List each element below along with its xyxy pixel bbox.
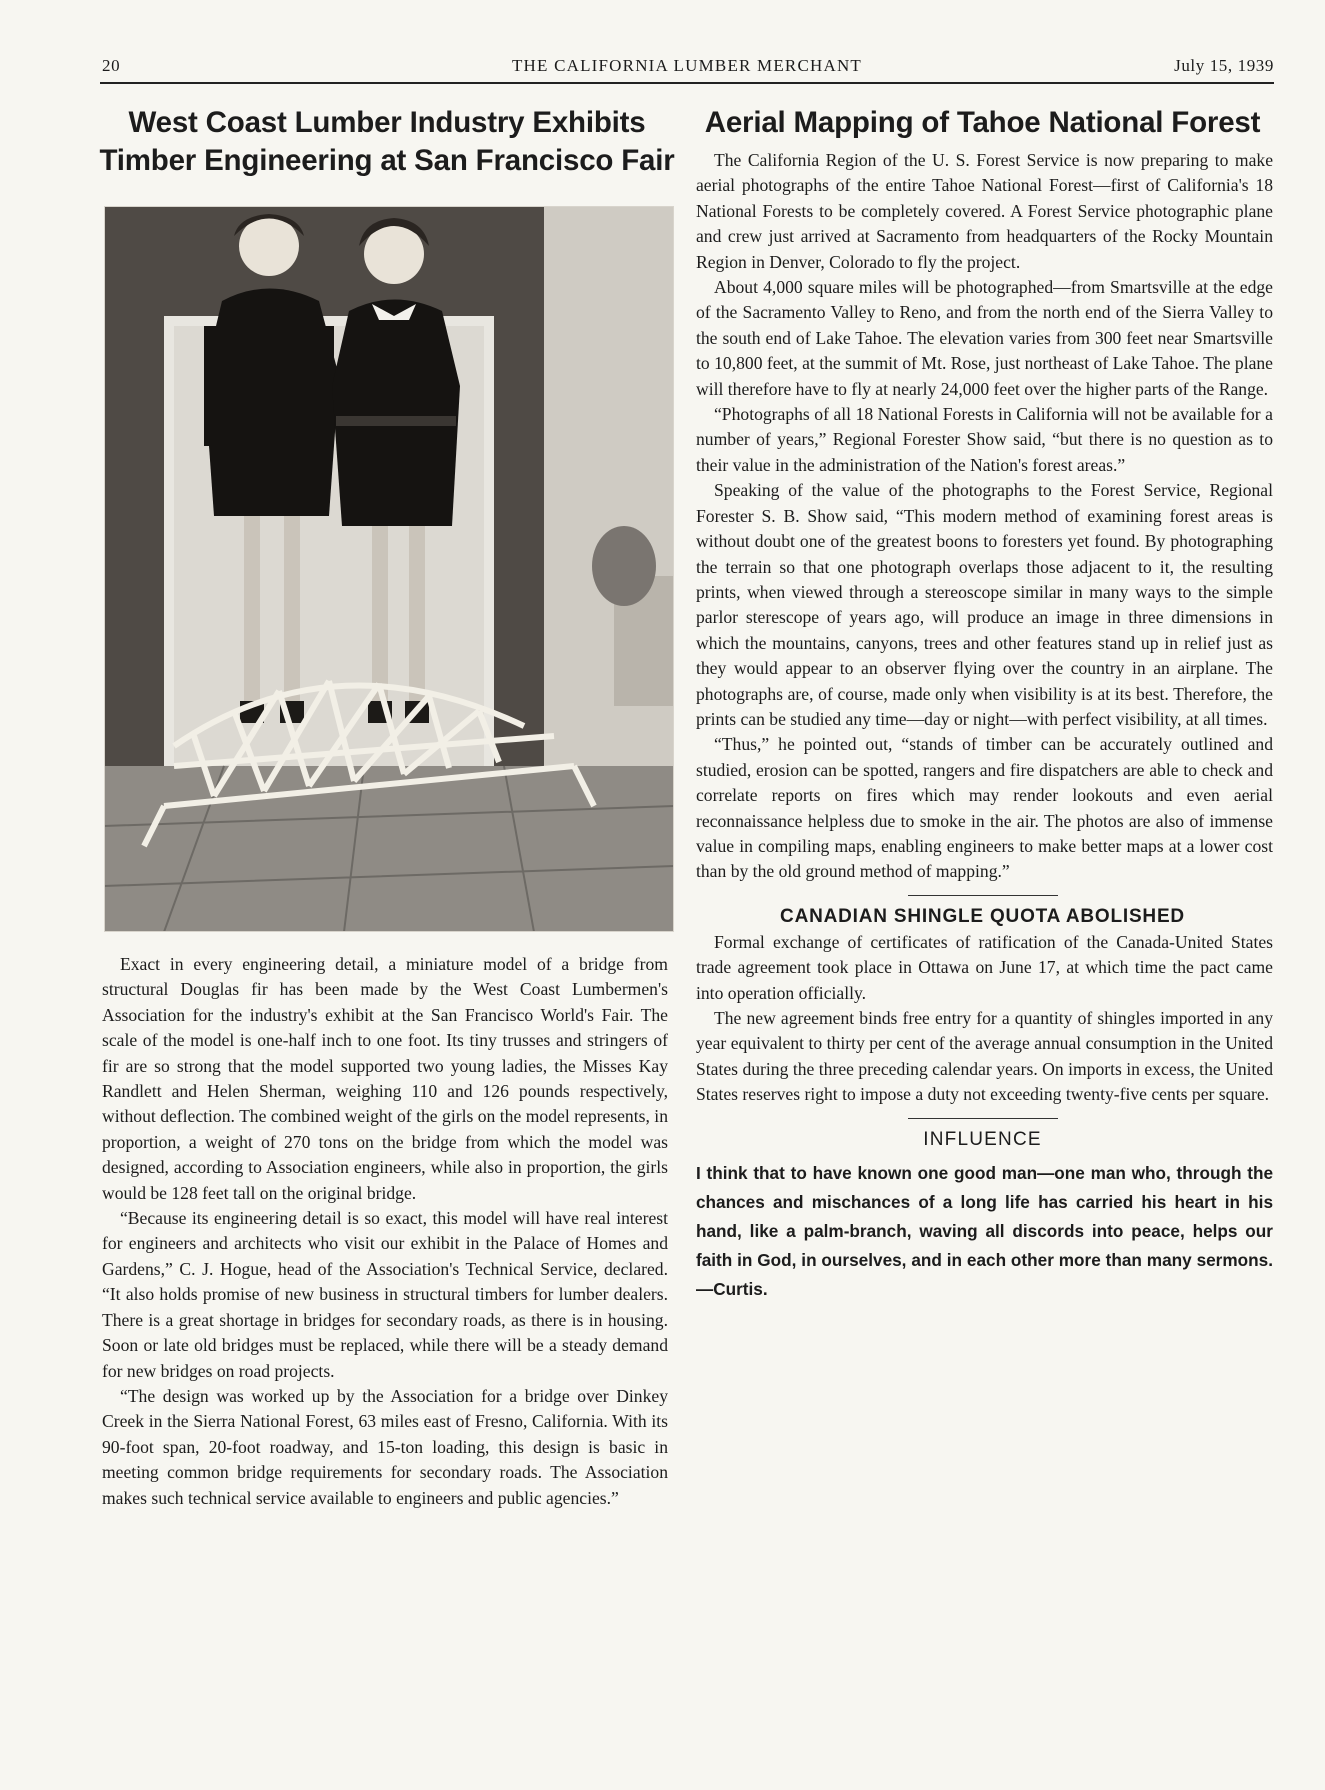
issue-date: July 15, 1939	[1174, 56, 1274, 75]
shingle-article-headline: CANADIAN SHINGLE QUOTA ABOLISHED	[780, 905, 1185, 927]
left-paragraph-3: “The design was worked up by the Association for a bridge over Dinkey Creek in the Sierra National Forest, 63 miles east of Fresno, California. With its 90-foot span, 20-foot roadway, and 15-ton loading, this design is basic in meeting common bridge requirements for secondary roads. The Association makes such technical service available to engineers and public agencies.”	[102, 1385, 668, 1508]
section-divider	[908, 895, 1058, 896]
page-header	[100, 56, 1274, 84]
page-number: 20	[102, 56, 121, 75]
shingle-paragraph-2: The new agreement binds free entry for a quantity of shingles imported in any year equivalent to thirty per cent of the average annual consumption in the United States during the three preceding calendar years. On imports in excess, the United States reserves right to impose a duty not exceeding twenty-five cents per square.	[696, 1008, 1273, 1105]
publication-title: THE CALIFORNIA LUMBER MERCHANT	[511, 56, 863, 75]
left-paragraph-1: Exact in every engineering detail, a miniature model of a bridge from structural Douglas fir has been made by the West Coast Lumbermen's Association for the industry's exhibit at the San Francisco World's Fair. The scale of the model is one-half inch to one foot. Its tiny trusses and stringers of fir are so strong that the model supported two young ladies, the Misses Kay Randlett and Helen Sherman, weighing 110 and 126 pounds respectively, without deflection. The combined weight of the girls on the model represents, in proportion, a weight of 270 tons on the bridge from which the model was designed, according to Association engineers, while also in proportion, the girls would be 128 feet tall on the original bridge.	[102, 954, 668, 1203]
influence-quote: I think that to have known one good man—one man who, through the chances and mischances of a long life has carried his heart in his hand, like a palm-branch, waving all discords into peace, helps our faith in God, in ourselves, and in each other more than many sermons.—Curtis.	[696, 1162, 1273, 1299]
right-article-headline: Aerial Mapping of Tahoe National Forest	[704, 106, 1261, 139]
left-column	[96, 104, 678, 1511]
left-article-headline: West Coast Lumber Industry Exhibits Timber Engineering at San Francisco Fair	[99, 106, 675, 177]
left-paragraph-2: “Because its engineering detail is so exact, this model will have real interest for engineers and architects who visit our exhibit in the Palace of Homes and Gardens,” C. J. Hogue, head of the Association's Technical Service, declared. “It also holds promise of new business in structural timbers for lumber dealers. There is a great shortage in bridges for secondary roads, as there is in housing. Soon or late old bridges must be replaced, while there will be a steady demand for new bridges on road projects.	[102, 1208, 668, 1381]
right-paragraph-2: About 4,000 square miles will be photographed—from Smartsville at the edge of the Sacramento Valley to Reno, and from the north end of the Sierra Valley to the south end of Lake Tahoe. The elevation varies from 300 feet near Smartsville to 10,800 feet, at the summit of Mt. Rose, just northeast of Lake Tahoe. The plane will therefore have to fly at nearly 24,000 feet over the higher parts of the Range.	[696, 277, 1273, 399]
right-paragraph-5: “Thus,” he pointed out, “stands of timber can be accurately outlined and studied, erosion can be spotted, rangers and fire dispatchers are able to check and correlate reports on fires which may render lookouts and even aerial reconnaissance helpless due to smoke in the air. The photos are also of immense value in compiling maps, enabling engineers to make better maps at a lower cost than by the old ground method of mapping.”	[696, 734, 1273, 882]
right-column	[692, 104, 1273, 1304]
shingle-paragraph-1: Formal exchange of certificates of ratification of the Canada-United States trade agreement took place in Ottawa on June 17, at which time the pact came into operation officially.	[696, 931, 1273, 1003]
right-paragraph-3: “Photographs of all 18 National Forests in California will not be available for a number of years,” Regional Forester Show said, “but there is no question as to their value in the administration of the Nation's forest areas.”	[696, 404, 1273, 475]
right-paragraph-4: Speaking of the value of the photographs to the Forest Service, Regional Forester S. B. Show said, “This modern method of examining forest areas is without doubt one of the greatest boons to foresters yet found. By photographing the terrain so that one photograph overlaps those adjacent to it, the resulting prints, when viewed through a stereoscope similar in many ways to the simple parlor sterescope of years ago, will produce an image in three dimensions in which the mountains, canyons, trees and other features stand up in relief just as they would appear to an observer flying over the country in an airplane. The photographs are, of course, made only when visibility is at its best. Therefore, the prints can be studied any time—day or night—with perfect visibility, at all times.	[696, 480, 1273, 729]
influence-headline: INFLUENCE	[923, 1128, 1042, 1150]
photo-illustration	[104, 206, 674, 932]
right-paragraph-1: The California Region of the U. S. Forest Service is now preparing to make aerial photographs of the entire Tahoe National Forest—first of California's 18 National Forests to be completely covered. A Forest Service photographic plane and crew just arrived at Sacramento from headquarters of the Rocky Mountain Region in Denver, Colorado to fly the project.	[696, 150, 1273, 272]
section-divider	[908, 1118, 1058, 1119]
bridge-model-photo	[104, 206, 674, 932]
